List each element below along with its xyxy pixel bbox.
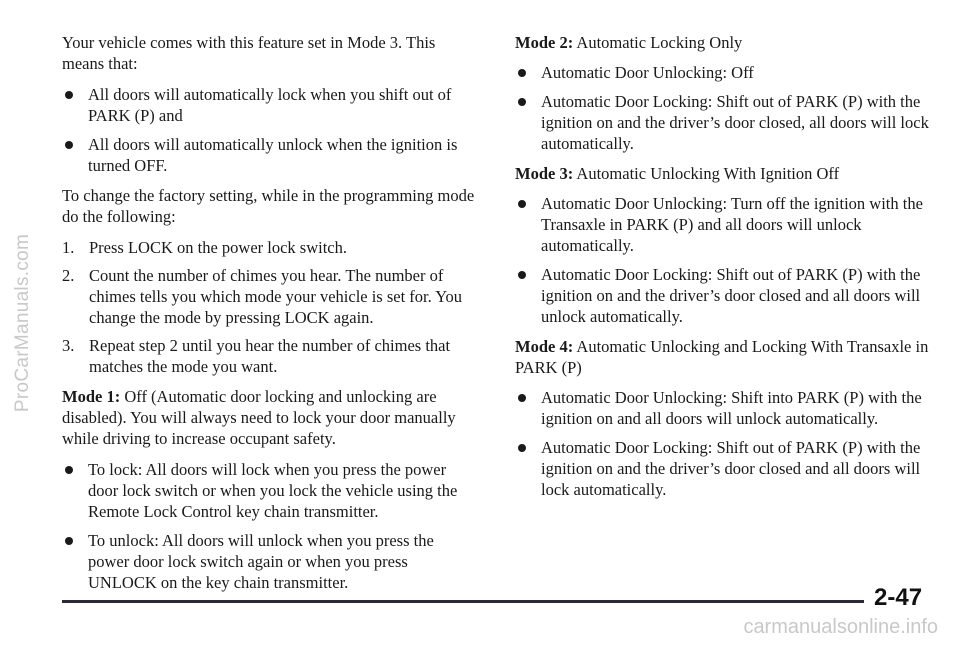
step-text: Count the number of chimes you hear. The number of chimes tells you which mode your vehicle is set for. You change the mode by pressing LOCK again. <box>89 266 463 327</box>
right-column <box>515 32 935 509</box>
list-item <box>515 437 935 500</box>
mode2-bullet-list <box>515 62 935 154</box>
bullet-icon <box>518 394 526 402</box>
list-item-text: Automatic Door Locking: Shift out of PARK (P) with the ignition on and the driver’s door closed and all doors will lock automatically. <box>541 438 921 499</box>
mode2-heading <box>515 32 935 53</box>
side-watermark-text: ProCarManuals.com <box>12 233 33 412</box>
list-item <box>62 530 478 593</box>
bottom-watermark: carmanualsonline.info <box>743 616 938 638</box>
list-item <box>515 193 935 256</box>
list-item <box>62 84 478 126</box>
mode4-heading <box>515 336 935 378</box>
intro-bullet-list <box>62 84 478 176</box>
list-item <box>515 91 935 154</box>
mode2-text: Automatic Locking Only <box>576 33 743 52</box>
mode1-text: Off (Automatic door locking and unlocking are disabled). You will always need to lock your door manually while driving to increase occupant safety. <box>62 387 456 448</box>
bullet-icon <box>518 69 526 77</box>
step-text: Press LOCK on the power lock switch. <box>89 238 348 257</box>
list-item <box>62 459 478 522</box>
mode3-heading <box>515 163 935 184</box>
list-item-text: Automatic Door Locking: Shift out of PARK (P) with the ignition on and the driver’s door closed, all doors will lock automatically. <box>541 92 929 153</box>
bullet-icon <box>65 466 73 474</box>
step-text: Repeat step 2 until you hear the number of chimes that matches the mode you want. <box>89 336 451 376</box>
list-item-text: Automatic Door Locking: Shift out of PARK (P) with the ignition on and the driver’s door closed and all doors will unlock automatically. <box>541 265 921 326</box>
mode3-text: Automatic Unlocking With Ignition Off <box>576 164 840 183</box>
list-item <box>515 62 935 83</box>
mode1-paragraph <box>62 386 478 449</box>
list-item-text: Automatic Door Unlocking: Shift into PARK (P) with the ignition on and all doors will unlock automatically. <box>541 388 922 428</box>
mode2-label: Mode 2: <box>515 33 574 52</box>
step-number: 2. <box>62 266 75 285</box>
bullet-icon <box>518 98 526 106</box>
list-item-text: All doors will automatically lock when you shift out of PARK (P) and <box>88 85 452 125</box>
mode4-text: Automatic Unlocking and Locking With Transaxle in PARK (P) <box>515 337 929 377</box>
list-item <box>62 134 478 176</box>
bullet-icon <box>65 141 73 149</box>
bullet-icon <box>518 444 526 452</box>
list-item <box>515 264 935 327</box>
intro-paragraph: Your vehicle comes with this feature set in Mode 3. This means that: <box>62 33 436 73</box>
list-item-text: Automatic Door Unlocking: Turn off the ignition with the Transaxle in PARK (P) and all doors will unlock automatically. <box>541 194 923 255</box>
left-column <box>62 32 478 602</box>
list-item-text: Automatic Door Unlocking: Off <box>541 63 754 82</box>
list-item <box>515 387 935 429</box>
mode1-bullet-list <box>62 459 478 593</box>
mode3-label: Mode 3: <box>515 164 574 183</box>
step-number: 1. <box>62 238 75 257</box>
step-number: 3. <box>62 336 75 355</box>
mode4-label: Mode 4: <box>515 337 574 356</box>
change-setting-paragraph: To change the factory setting, while in the programming mode do the following: <box>62 186 475 226</box>
step-item <box>62 237 478 258</box>
bullet-icon <box>65 91 73 99</box>
side-watermark <box>6 0 40 645</box>
footer-rule <box>62 600 864 603</box>
list-item-text: To lock: All doors will lock when you press the power door lock switch or when you lock the vehicle using the Remote Lock Control key chain transmitter. <box>88 460 458 521</box>
mode3-bullet-list <box>515 193 935 327</box>
bullet-icon <box>65 537 73 545</box>
bullet-icon <box>518 271 526 279</box>
programming-steps <box>62 237 478 377</box>
list-item-text: All doors will automatically unlock when the ignition is turned OFF. <box>88 135 458 175</box>
bullet-icon <box>518 200 526 208</box>
step-item <box>62 335 478 377</box>
mode1-label: Mode 1: <box>62 387 121 406</box>
mode4-bullet-list <box>515 387 935 500</box>
step-item <box>62 265 478 328</box>
page-number: 2-47 <box>874 584 923 611</box>
list-item-text: To unlock: All doors will unlock when you press the power door lock switch again or when you press UNLOCK on the key chain transmitter. <box>88 531 434 592</box>
